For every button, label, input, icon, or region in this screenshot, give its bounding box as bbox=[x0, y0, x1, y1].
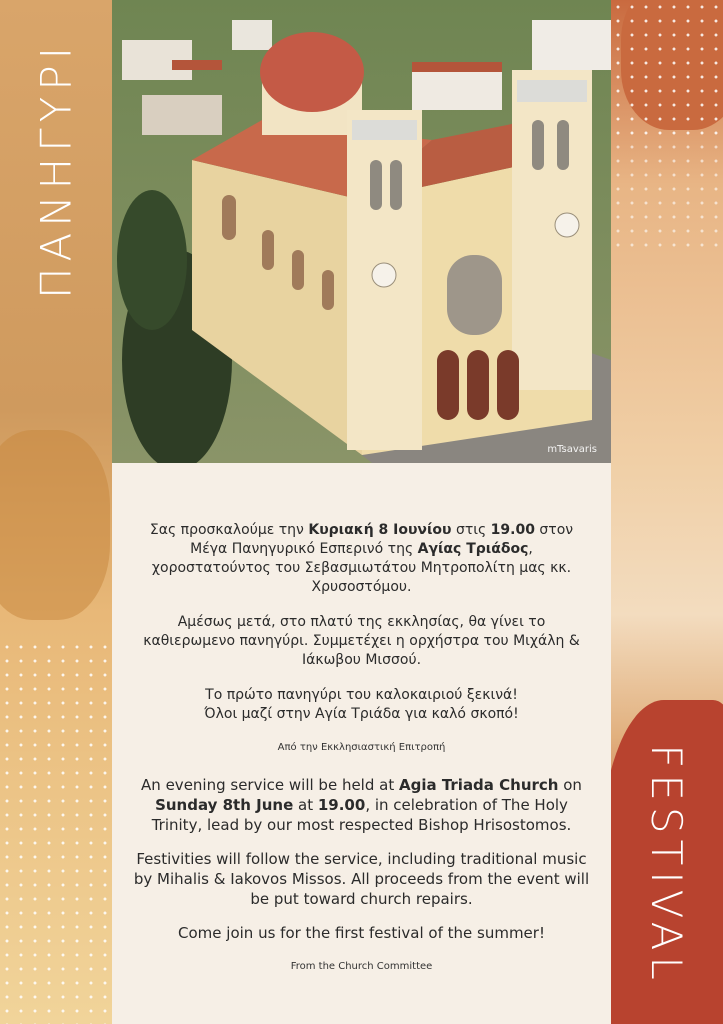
greek-paragraph-1: Σας προσκαλούμε την Κυριακή 8 Ιουνίου στις 19.00 στον Μέγα Πανηγυρικό Εσπερινό της Αγίας Τριάδος, χοροστατούντος του Σεβασμιωτάτου Μητροπολίτη μας κκ. Χρυσοστόμου. bbox=[149, 522, 574, 595]
english-signature: From the Church Committee bbox=[290, 961, 433, 972]
english-paragraph-2: Festivities will follow the service, including traditional music by Mihalis & Iakovos Missos. All proceeds from the event will be put toward church repairs. bbox=[133, 850, 590, 908]
english-time: 19.00 bbox=[317, 796, 366, 814]
english-section bbox=[132, 775, 591, 976]
english-church: Agia Triada Church bbox=[398, 776, 559, 794]
church-photo bbox=[112, 0, 611, 463]
english-date: Sunday 8th June bbox=[155, 796, 294, 814]
dot-pattern bbox=[0, 640, 112, 1024]
greek-time: 19.00 bbox=[490, 522, 535, 538]
left-banner bbox=[0, 0, 112, 1024]
church-illustration bbox=[112, 0, 611, 463]
greek-paragraph-3: Το πρώτο πανηγύρι του καλοκαιριού ξεκινά! Όλοι μαζί στην Αγία Τριάδα για καλό σκοπό! bbox=[204, 687, 519, 722]
invitation-text bbox=[112, 463, 611, 1024]
greek-signature: Από την Εκκλησιαστική Επιτροπή bbox=[277, 742, 446, 753]
greek-paragraph-2: Αμέσως μετά, στο πλατύ της εκκλησίας, θα γίνει το καθιερωμενο πανηγύρι. Συμμετέχει η ορχήστρα του Μιχάλη & Ιάκωβου Μισσού. bbox=[143, 614, 580, 668]
dot-pattern bbox=[611, 0, 723, 140]
right-banner bbox=[611, 0, 723, 1024]
greek-church: Αγίας Τριάδος bbox=[417, 541, 529, 557]
greek-section bbox=[132, 521, 591, 757]
english-paragraph-3: Come join us for the first festival of the summer! bbox=[178, 924, 545, 942]
banner-title-greek: ΠΑΝΗΓΥΡΙ bbox=[31, 40, 81, 300]
paint-blob bbox=[0, 430, 110, 620]
greek-date: Κυριακή 8 Ιουνίου bbox=[308, 522, 452, 538]
photo-credit: mTsavaris bbox=[547, 444, 597, 455]
english-paragraph-1: An evening service will be held at Agia Triada Church on Sunday 8th June at 19.00, in celebration of The Holy Trinity, lead by our most respected Bishop Hrisostomos. bbox=[141, 776, 582, 834]
banner-title-english: FESTIVAL bbox=[642, 744, 692, 986]
dot-pattern bbox=[611, 140, 723, 250]
